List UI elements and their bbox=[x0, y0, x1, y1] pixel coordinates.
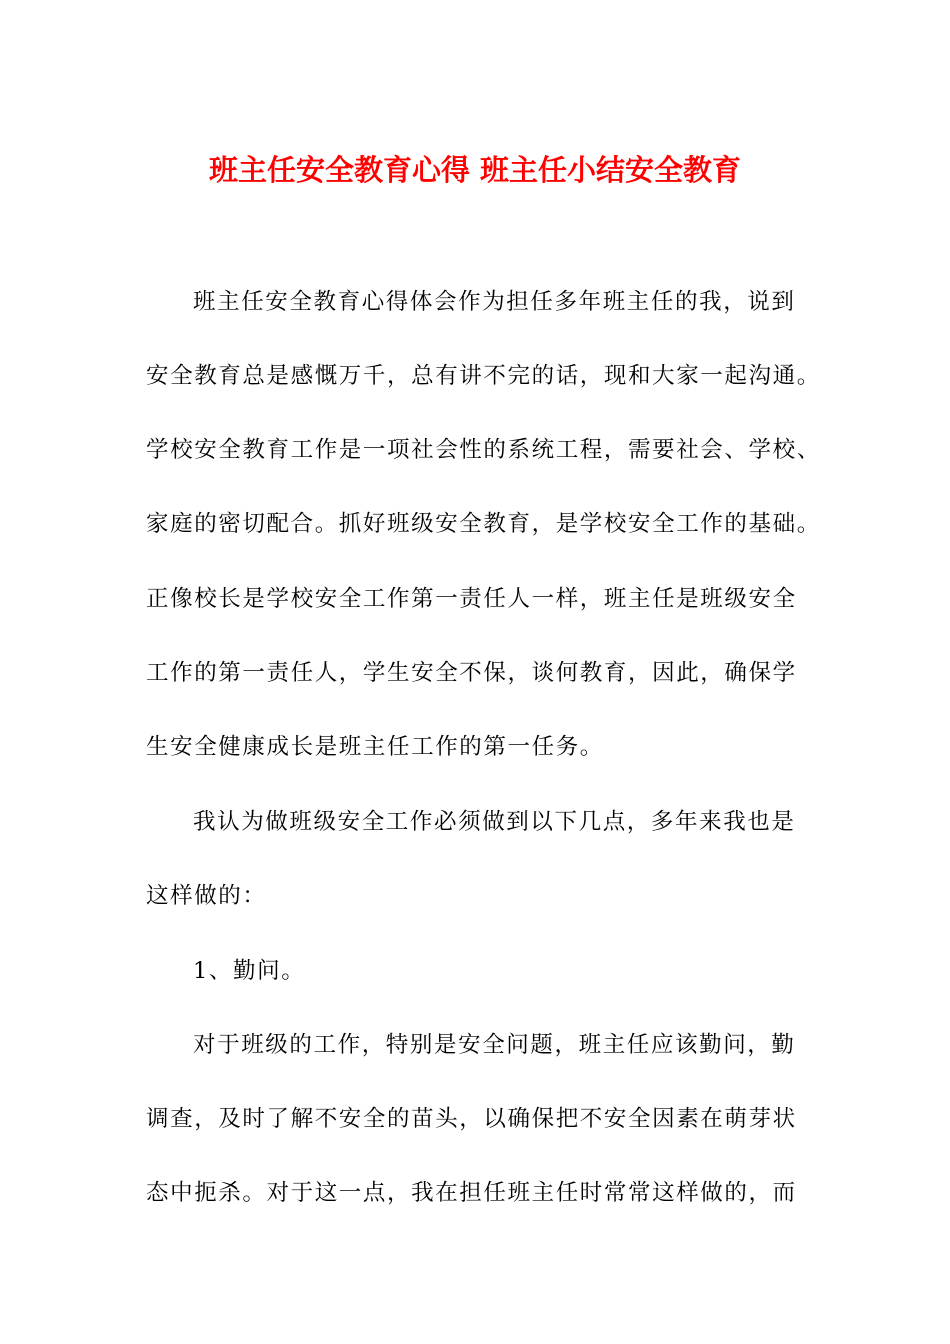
paragraph-line: 学校安全教育工作是一项社会性的系统工程，需要社会、学校、 bbox=[146, 437, 821, 463]
paragraph-line: 调查，及时了解不安全的苗头，以确保把不安全因素在萌芽状 bbox=[146, 1106, 797, 1132]
list-heading: 1、勤问。 bbox=[193, 958, 306, 984]
paragraph-line: 正像校长是学校安全工作第一责任人一样，班主任是班级安全 bbox=[146, 586, 797, 612]
paragraph-line: 这样做的： bbox=[146, 883, 267, 909]
paragraph-line: 对于班级的工作，特别是安全问题，班主任应该勤问，勤 bbox=[193, 1032, 796, 1058]
paragraph-line: 班主任安全教育心得体会作为担任多年班主任的我，说到 bbox=[193, 289, 796, 315]
paragraph-line: 我认为做班级安全工作必须做到以下几点，多年来我也是 bbox=[193, 809, 796, 835]
paragraph-line: 家庭的密切配合。抓好班级安全教育，是学校安全工作的基础。 bbox=[146, 511, 821, 537]
page-title: 班主任安全教育心得 班主任小结安全教育 bbox=[208, 153, 742, 187]
paragraph-line: 态中扼杀。对于这一点，我在担任班主任时常常这样做的，而 bbox=[146, 1180, 797, 1206]
paragraph-line: 安全教育总是感慨万千，总有讲不完的话，现和大家一起沟通。 bbox=[146, 363, 821, 389]
paragraph-line: 生安全健康成长是班主任工作的第一任务。 bbox=[146, 734, 604, 760]
paragraph-line: 工作的第一责任人，学生安全不保，谈何教育，因此，确保学 bbox=[146, 660, 797, 686]
